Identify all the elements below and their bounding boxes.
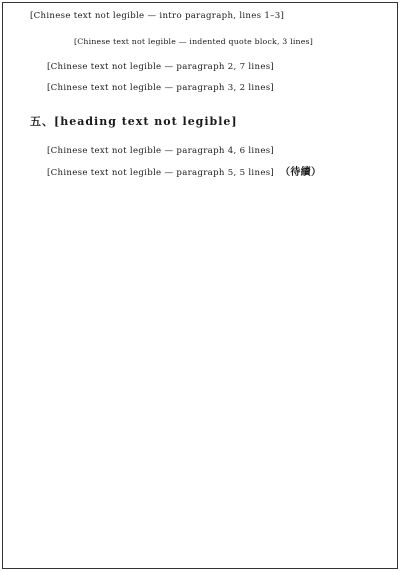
paragraph-5-text: [Chinese text not legible — paragraph 5, 5 lines] — [47, 168, 275, 178]
continued-label: （待續） — [280, 167, 322, 178]
document-body — [30, 8, 375, 182]
paragraph-2: [Chinese text not legible — paragraph 2, 7 lines] — [47, 62, 275, 72]
intro-paragraph: [Chinese text not legible — intro paragraph, lines 1–3] — [30, 11, 285, 21]
paragraph-4: [Chinese text not legible — paragraph 4, 6 lines] — [47, 146, 275, 156]
quote-block: [Chinese text not legible — indented quote block, 3 lines] — [74, 37, 314, 46]
paragraph-3: [Chinese text not legible — paragraph 3, 2 lines] — [47, 83, 275, 93]
paragraph-5 — [30, 164, 375, 182]
section-heading: 五、[heading text not legible] — [30, 115, 238, 128]
